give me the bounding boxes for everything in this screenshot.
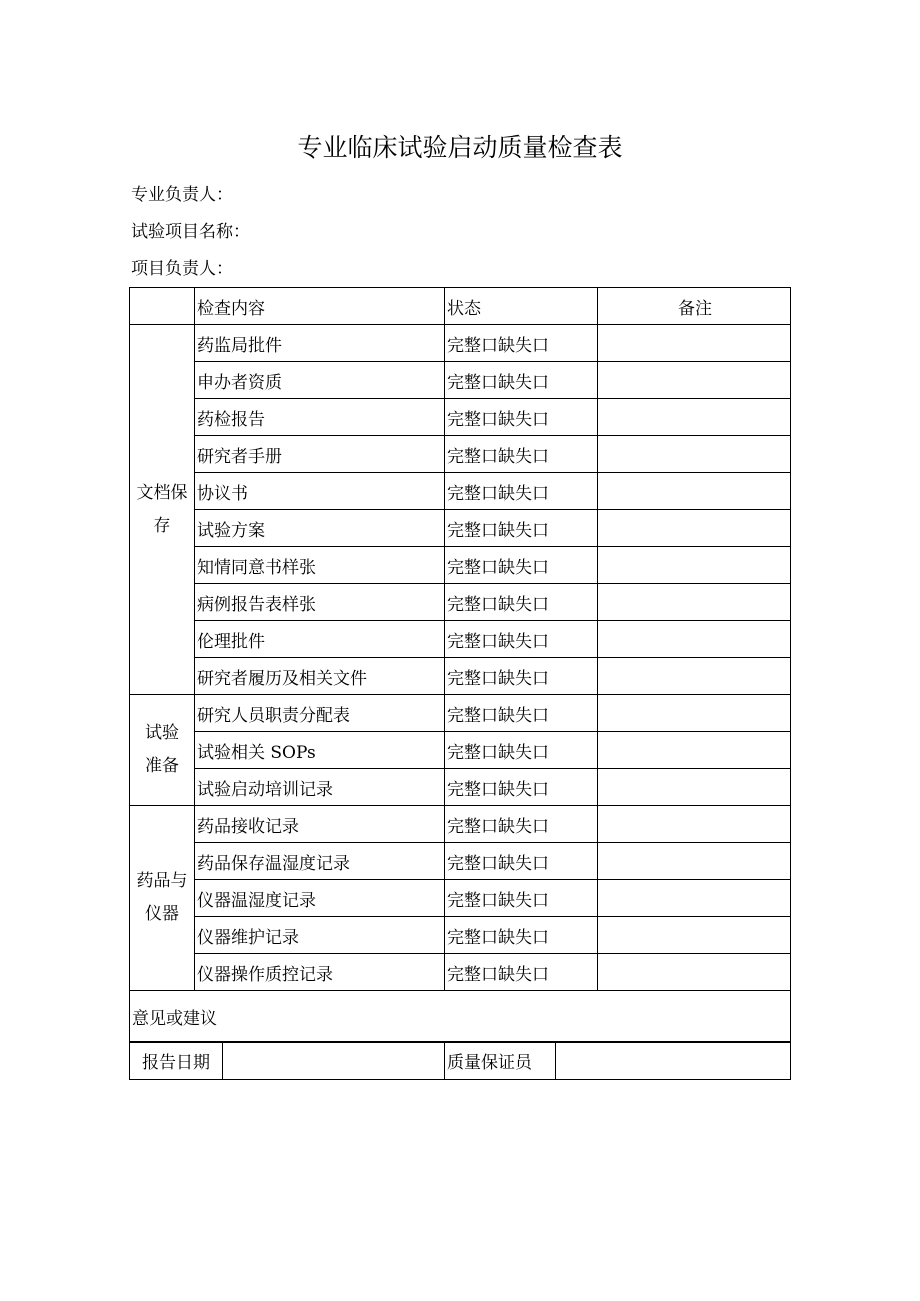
item-content: 药品保存温湿度记录 <box>195 843 445 880</box>
header-content: 检查内容 <box>195 288 445 325</box>
table-row <box>130 843 791 880</box>
qa-value[interactable] <box>556 1042 791 1080</box>
group-label <box>130 695 195 806</box>
item-status[interactable]: 完整口缺失口 <box>445 880 598 917</box>
table-row <box>130 510 791 547</box>
item-status[interactable]: 完整口缺失口 <box>445 584 598 621</box>
item-content: 研究者手册 <box>195 436 445 473</box>
group-label-line: 仪器 <box>145 904 179 924</box>
group-label-line: 准备 <box>145 756 179 776</box>
group-label <box>130 806 195 991</box>
item-content: 药监局批件 <box>195 325 445 362</box>
table-row <box>130 917 791 954</box>
table-row <box>130 954 791 991</box>
item-status[interactable]: 完整口缺失口 <box>445 732 598 769</box>
item-content: 药品接收记录 <box>195 806 445 843</box>
item-content: 仪器操作质控记录 <box>195 954 445 991</box>
item-content: 试验启动培训记录 <box>195 769 445 806</box>
item-content: 病例报告表样张 <box>195 584 445 621</box>
group-label-line: 存 <box>153 515 171 536</box>
item-note[interactable] <box>598 658 791 695</box>
item-content: 仪器温湿度记录 <box>195 880 445 917</box>
item-note[interactable] <box>598 806 791 843</box>
project-name-field: 试验项目名称： <box>131 222 250 242</box>
item-note[interactable] <box>598 769 791 806</box>
item-status[interactable]: 完整口缺失口 <box>445 843 598 880</box>
report-date-value[interactable] <box>223 1042 445 1080</box>
item-note[interactable] <box>598 547 791 584</box>
project-leader-field: 项目负责人： <box>131 259 233 279</box>
header-status: 状态 <box>445 288 598 325</box>
table-row <box>130 436 791 473</box>
item-content: 研究人员职责分配表 <box>195 695 445 732</box>
group-label-line: 试验 <box>145 723 179 743</box>
item-note[interactable] <box>598 695 791 732</box>
item-content: 试验相关 SOPs <box>195 732 445 769</box>
page-title: 专业临床试验启动质量检查表 <box>297 133 623 162</box>
table-row <box>130 658 791 695</box>
item-content: 协议书 <box>195 473 445 510</box>
item-note[interactable] <box>598 843 791 880</box>
item-content: 试验方案 <box>195 510 445 547</box>
item-note[interactable] <box>598 732 791 769</box>
table-row <box>130 473 791 510</box>
item-note[interactable] <box>598 880 791 917</box>
header-category <box>130 288 195 325</box>
table-row <box>130 362 791 399</box>
checklist-table <box>129 287 791 1043</box>
table-header-row <box>130 288 791 325</box>
item-status[interactable]: 完整口缺失口 <box>445 806 598 843</box>
table-row <box>130 880 791 917</box>
item-status[interactable]: 完整口缺失口 <box>445 695 598 732</box>
item-status[interactable]: 完整口缺失口 <box>445 621 598 658</box>
item-status[interactable]: 完整口缺失口 <box>445 547 598 584</box>
item-status[interactable]: 完整口缺失口 <box>445 769 598 806</box>
group-label-line: 药品与 <box>136 871 188 891</box>
item-status[interactable]: 完整口缺失口 <box>445 325 598 362</box>
opinion-row <box>130 991 791 1043</box>
item-note[interactable] <box>598 917 791 954</box>
table-row <box>130 584 791 621</box>
item-status[interactable]: 完整口缺失口 <box>445 473 598 510</box>
item-status[interactable]: 完整口缺失口 <box>445 510 598 547</box>
item-content: 药检报告 <box>195 399 445 436</box>
header-note: 备注 <box>598 288 791 325</box>
group-label <box>130 325 195 695</box>
item-note[interactable] <box>598 325 791 362</box>
qa-label: 质量保证员 <box>445 1042 556 1080</box>
item-content: 伦理批件 <box>195 621 445 658</box>
item-note[interactable] <box>598 436 791 473</box>
table-row <box>130 769 791 806</box>
table-row <box>130 695 791 732</box>
major-leader-field: 专业负责人： <box>131 185 233 205</box>
item-note[interactable] <box>598 954 791 991</box>
item-status[interactable]: 完整口缺失口 <box>445 954 598 991</box>
item-note[interactable] <box>598 362 791 399</box>
item-note[interactable] <box>598 510 791 547</box>
table-row <box>130 399 791 436</box>
item-status[interactable]: 完整口缺失口 <box>445 399 598 436</box>
item-content: 申办者资质 <box>195 362 445 399</box>
report-date-label: 报告日期 <box>130 1042 223 1080</box>
table-row <box>130 547 791 584</box>
table-row <box>130 325 791 362</box>
item-note[interactable] <box>598 473 791 510</box>
opinion-label[interactable]: 意见或建议 <box>130 991 791 1043</box>
table-row <box>130 806 791 843</box>
table-row <box>130 621 791 658</box>
item-status[interactable]: 完整口缺失口 <box>445 362 598 399</box>
item-status[interactable]: 完整口缺失口 <box>445 658 598 695</box>
item-note[interactable] <box>598 399 791 436</box>
item-content: 研究者履历及相关文件 <box>195 658 445 695</box>
group-label-line: 文档保 <box>136 482 188 503</box>
item-status[interactable]: 完整口缺失口 <box>445 917 598 954</box>
item-note[interactable] <box>598 584 791 621</box>
footer-table <box>129 1041 791 1080</box>
item-content: 仪器维护记录 <box>195 917 445 954</box>
item-content: 知情同意书样张 <box>195 547 445 584</box>
item-note[interactable] <box>598 621 791 658</box>
item-status[interactable]: 完整口缺失口 <box>445 436 598 473</box>
table-row <box>130 732 791 769</box>
